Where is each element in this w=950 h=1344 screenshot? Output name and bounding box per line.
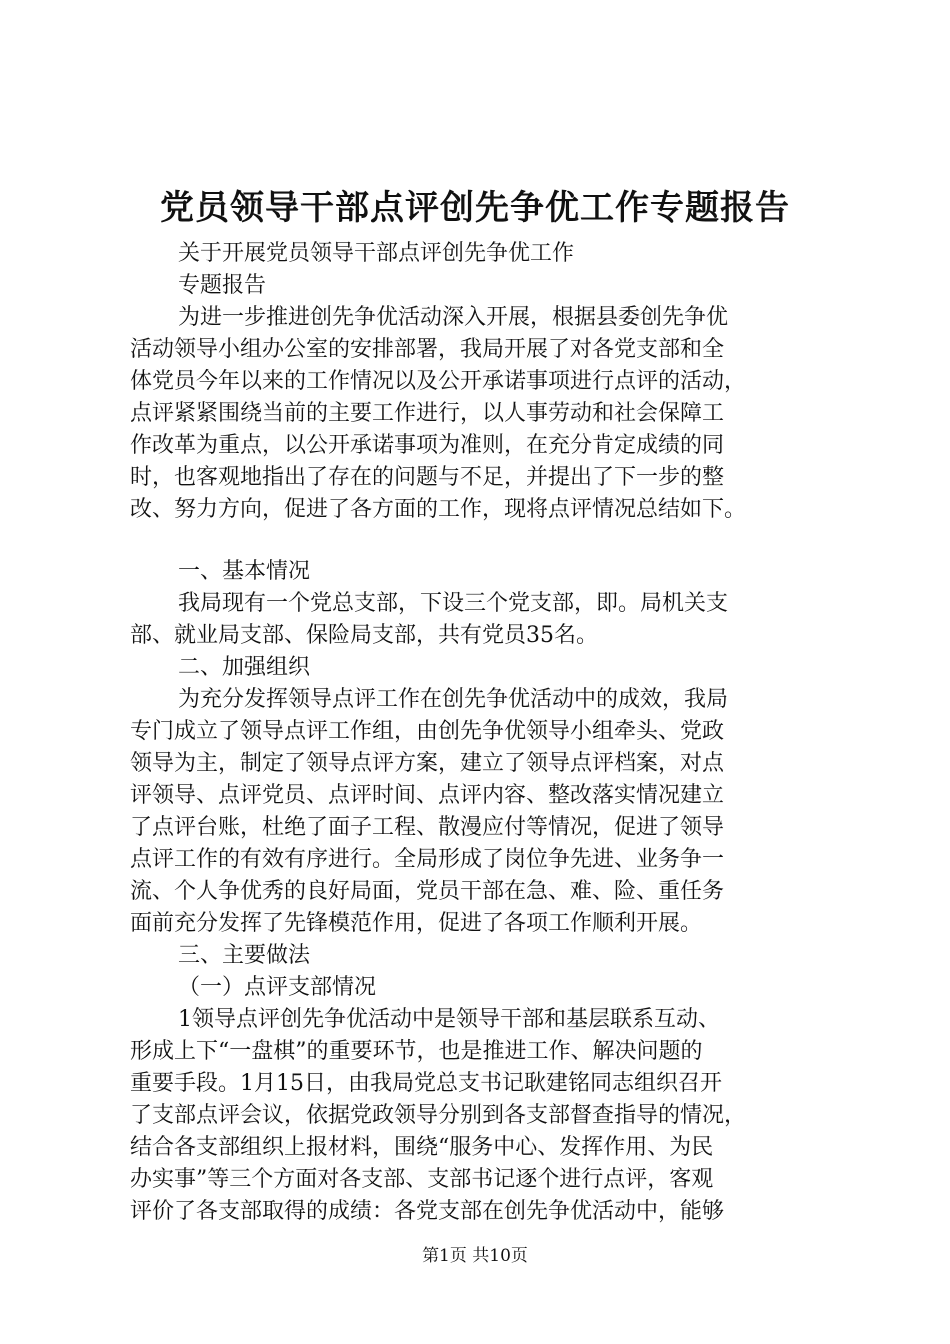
paragraph-line: 部、就业局支部、保险局支部，共有党员35名。 — [130, 623, 598, 648]
paragraph-line: 流、个人争优秀的良好局面，党员干部在急、难、险、重任务 — [130, 879, 725, 904]
paragraph-line: 领导为主，制定了领导点评方案，建立了领导点评档案，对点 — [130, 751, 725, 776]
intro-paragraph — [130, 302, 830, 526]
paragraph-line: 专门成立了领导点评工作组，由创先争优领导小组牵头、党政 — [130, 719, 725, 744]
paragraph-line: 点评紧紧围绕当前的主要工作进行，以人事劳动和社会保障工 — [130, 401, 725, 426]
paragraph-line: 改、努力方向，促进了各方面的工作，现将点评情况总结如下。 — [130, 497, 747, 522]
document-body — [130, 238, 830, 1228]
paragraph-line: 面前充分发挥了先锋模范作用，促进了各项工作顺利开展。 — [130, 911, 703, 936]
paragraph-line: 了点评台账，杜绝了面子工程、散漫应付等情况，促进了领导 — [130, 815, 725, 840]
page-footer: 第1页 共10页 — [422, 1246, 528, 1266]
section-paragraph — [130, 588, 830, 652]
paragraph-line: 形成上下“一盘棋”的重要环节，也是推进工作、解决问题的 — [130, 1039, 703, 1064]
section-heading: 三、主要做法 — [178, 943, 311, 968]
subtitle-line: 关于开展党员领导干部点评创先争优工作 — [178, 241, 575, 266]
paragraph-line: 我局现有一个党总支部，下设三个党支部，即。局机关支 — [178, 591, 729, 616]
document-title: 党员领导干部点评创先争优工作专题报告 — [160, 188, 790, 228]
subsection-heading: （一）点评支部情况 — [178, 975, 377, 1000]
paragraph-line: 1领导点评创先争优活动中是领导干部和基层联系互动、 — [178, 1007, 720, 1032]
paragraph-line: 为充分发挥领导点评工作在创先争优活动中的成效，我局 — [178, 687, 729, 712]
section-heading: 二、加强组织 — [178, 655, 311, 680]
paragraph-line: 体党员今年以来的工作情况以及公开承诺事项进行点评的活动， — [130, 369, 747, 394]
paragraph-line: 点评工作的有效有序进行。全局形成了岗位争先进、业务争一 — [130, 847, 725, 872]
paragraph-line: 办实事”等三个方面对各支部、支部书记逐个进行点评，客观 — [130, 1167, 714, 1192]
paragraph-line: 活动领导小组办公室的安排部署，我局开展了对各党支部和全 — [130, 337, 725, 362]
paragraph-line: 评价了各支部取得的成绩：各党支部在创先争优活动中，能够 — [130, 1199, 725, 1224]
paragraph-line: 为进一步推进创先争优活动深入开展，根据县委创先争优 — [178, 305, 729, 330]
paragraph-line: 了支部点评会议，依据党政领导分别到各支部督查指导的情况， — [130, 1103, 747, 1128]
section-heading: 一、基本情况 — [178, 559, 311, 584]
paragraph-line: 评领导、点评党员、点评时间、点评内容、整改落实情况建立 — [130, 783, 725, 808]
paragraph-line: 作改革为重点，以公开承诺事项为准则，在充分肯定成绩的同 — [130, 433, 725, 458]
subtitle-line: 专题报告 — [178, 273, 267, 298]
section-paragraph — [130, 1004, 830, 1228]
paragraph-line: 重要手段。1月15日，由我局党总支书记耿建铭同志组织召开 — [130, 1071, 722, 1096]
paragraph-spacer — [130, 526, 830, 556]
section-paragraph — [130, 684, 830, 940]
paragraph-line: 时，也客观地指出了存在的问题与不足，并提出了下一步的整 — [130, 465, 725, 490]
paragraph-line: 结合各支部组织上报材料，围绕“服务中心、发挥作用、为民 — [130, 1135, 714, 1160]
